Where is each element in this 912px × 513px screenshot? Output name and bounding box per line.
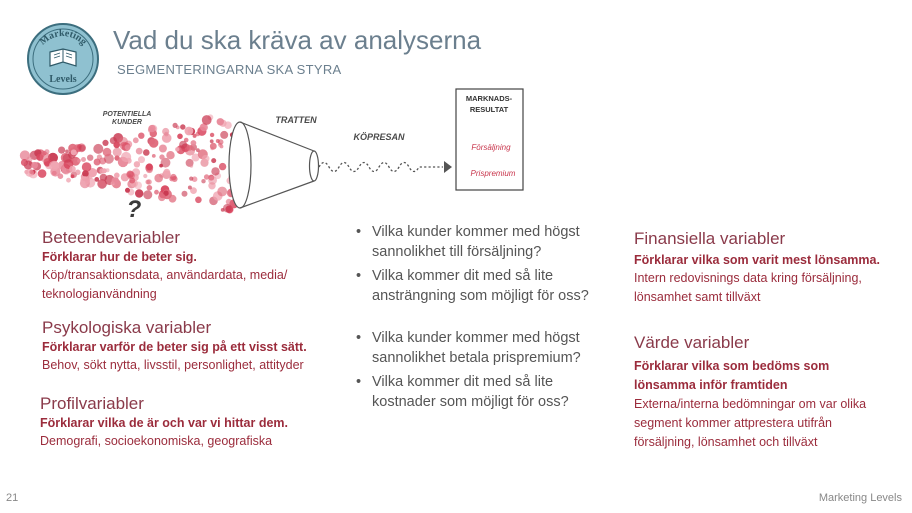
customer-dot — [63, 154, 72, 163]
customer-dot — [82, 170, 89, 177]
question-mark: ? — [126, 196, 142, 223]
customer-dot — [136, 148, 143, 155]
customer-dot — [218, 139, 224, 145]
value-text: Externa/interna bedömningar om var olika segment kommer attprestera utifrån försäljning, lönsamhet och tillväxt — [634, 397, 867, 449]
market-result-title-1: MARKNADS- — [465, 94, 513, 103]
psychological-bold: Förklarar varför de beter sig på ett visst sätt. — [42, 340, 307, 354]
financial-heading: Finansiella variabler — [634, 229, 786, 248]
potential-customers-label-2: KUNDER — [112, 119, 142, 126]
footer-brand: Marketing Levels — [818, 492, 902, 504]
customer-dot — [158, 194, 166, 202]
market-result-premium: Prispremium — [470, 169, 516, 178]
customer-dot — [201, 179, 205, 183]
customer-dot — [217, 187, 227, 197]
customer-dot — [71, 174, 75, 178]
customer-dot — [93, 144, 103, 154]
customer-dot — [126, 171, 133, 178]
customer-dot — [148, 125, 155, 132]
questions-sales-list — [356, 222, 614, 310]
customer-dot — [195, 197, 202, 204]
customer-dot — [220, 145, 224, 149]
customer-dot — [143, 174, 147, 178]
customer-dot — [49, 161, 59, 171]
customer-dot — [81, 157, 86, 162]
list-item: • Vilka kommer dit med så lite kostnader som möjligt för oss? — [356, 372, 614, 412]
customer-dot — [99, 180, 106, 187]
customer-dot — [40, 152, 50, 162]
profile-heading: Profilvariabler — [40, 394, 144, 413]
customer-dot — [162, 128, 169, 135]
customer-dot — [210, 139, 214, 143]
customer-dot — [149, 138, 158, 147]
funnel-label: TRATTEN — [275, 115, 317, 125]
customer-dot — [159, 164, 163, 168]
customer-dot — [29, 170, 33, 174]
customer-dot — [190, 164, 194, 168]
questions-premium-list — [356, 328, 614, 416]
profile-bold: Förklarar vilka de är och var vi hittar dem. — [40, 416, 289, 430]
financial-variables-block — [634, 228, 904, 307]
list-item: • Vilka kommer dit med så lite ansträngning som möjligt för oss? — [356, 266, 614, 306]
customer-dot — [177, 134, 183, 140]
arrow-head-icon — [444, 161, 452, 173]
customer-dot — [147, 185, 153, 191]
customer-dot — [202, 115, 212, 125]
customer-dot — [166, 151, 174, 159]
customer-dot — [112, 179, 116, 183]
list-item: • Vilka kunder kommer med högst sannolikhet betala prispremium? — [356, 328, 614, 368]
psychological-heading: Psykologiska variabler — [42, 318, 212, 337]
customer-dot — [66, 178, 71, 183]
value-variables-block — [634, 332, 904, 452]
value-bold: Förklarar vilka som bedöms som lönsamma inför framtiden — [634, 359, 830, 392]
customer-dot — [133, 137, 139, 143]
customer-dot — [146, 179, 151, 184]
behavior-text: Köp/transaktionsdata, användardata, media/ teknologianvändning — [42, 268, 288, 301]
funnel-diagram — [18, 85, 538, 225]
customer-dot — [94, 177, 99, 182]
customer-dot — [175, 147, 179, 151]
customer-dot — [79, 145, 86, 152]
customer-dot — [23, 161, 27, 165]
customer-dot — [125, 188, 130, 193]
behavior-heading: Beteendevariabler — [42, 228, 180, 247]
market-result-title-2: RESULTAT — [469, 105, 509, 114]
behavior-variables-block — [42, 227, 342, 304]
customer-dot — [217, 118, 224, 125]
customer-dot — [210, 143, 217, 150]
customer-dot — [185, 127, 194, 136]
customer-dot — [138, 133, 144, 139]
page-title: Vad du ska kräva av analyserna — [113, 25, 482, 55]
profile-text: Demografi, socioekonomiska, geografiska — [40, 434, 273, 448]
customer-dot — [103, 148, 112, 157]
customer-dot — [146, 163, 153, 170]
customer-dot — [220, 131, 228, 139]
customer-dot — [82, 162, 92, 172]
page-subtitle: SEGMENTERINGARNA SKA STYRA — [117, 62, 342, 77]
customer-dot — [58, 147, 65, 154]
customer-dot — [211, 158, 216, 163]
page-number: 21 — [6, 492, 19, 504]
customer-dot — [170, 174, 176, 180]
customer-dot — [31, 162, 38, 169]
customer-dot — [75, 170, 81, 176]
customer-dot — [191, 140, 197, 146]
customer-dot — [69, 166, 76, 173]
customer-dot — [71, 149, 77, 155]
list-item: • Vilka kunder kommer med högst sannolikhet till försäljning? — [356, 222, 614, 262]
customer-dot — [187, 145, 193, 151]
customer-dot — [143, 190, 152, 199]
customer-dot — [121, 152, 131, 162]
customer-dot — [77, 159, 81, 163]
customer-dot — [114, 173, 120, 179]
customer-dot — [210, 133, 214, 137]
customer-dot — [134, 161, 140, 167]
customer-dot — [125, 144, 131, 150]
customer-dot — [219, 163, 226, 170]
customer-dot — [87, 155, 93, 161]
customer-dot — [102, 140, 108, 146]
customer-dot — [143, 149, 150, 156]
customer-dot — [99, 158, 106, 165]
customer-dot — [202, 155, 210, 163]
customer-dot — [80, 176, 89, 185]
psychological-variables-block — [42, 317, 342, 375]
customer-dot — [65, 150, 69, 154]
customer-dot — [211, 167, 219, 175]
profile-variables-block — [40, 393, 340, 451]
customer-dot — [163, 169, 170, 176]
customer-dot — [152, 154, 156, 158]
market-result-sales: Försäljning — [471, 143, 511, 152]
logo-text-bottom: Levels — [49, 74, 77, 85]
customer-dot — [106, 168, 110, 172]
logo-text-top: Marketing — [37, 27, 89, 48]
customer-dot — [38, 169, 47, 178]
customer-dot — [159, 145, 167, 153]
financial-bold: Förklarar vilka som varit mest lönsamma. — [634, 253, 880, 267]
funnel-shape — [229, 122, 319, 208]
customer-dot — [113, 142, 120, 149]
financial-text: Intern redovisnings data kring försäljning, lönsamhet samt tillväxt — [634, 271, 862, 304]
customer-dot — [154, 190, 159, 195]
customer-dot — [196, 148, 200, 152]
behavior-bold: Förklarar hur de beter sig. — [42, 250, 197, 264]
customer-dot — [182, 191, 188, 197]
customer-dot — [154, 174, 163, 183]
journey-path — [319, 163, 443, 172]
customer-dot — [159, 154, 164, 159]
journey-label: KÖPRESAN — [353, 132, 405, 142]
customer-dot — [179, 141, 187, 149]
potential-customers-label-1: POTENTIELLA — [102, 111, 152, 118]
customer-dot — [173, 123, 178, 128]
customer-dot — [113, 148, 122, 157]
customer-dot — [129, 178, 135, 184]
value-heading: Värde variabler — [634, 333, 750, 352]
psychological-text: Behov, sökt nytta, livsstil, personlighet, attityder — [42, 358, 304, 372]
customer-dot — [188, 186, 192, 190]
customer-dot — [180, 124, 185, 129]
customer-dot — [189, 177, 193, 181]
customer-dot — [223, 204, 232, 213]
